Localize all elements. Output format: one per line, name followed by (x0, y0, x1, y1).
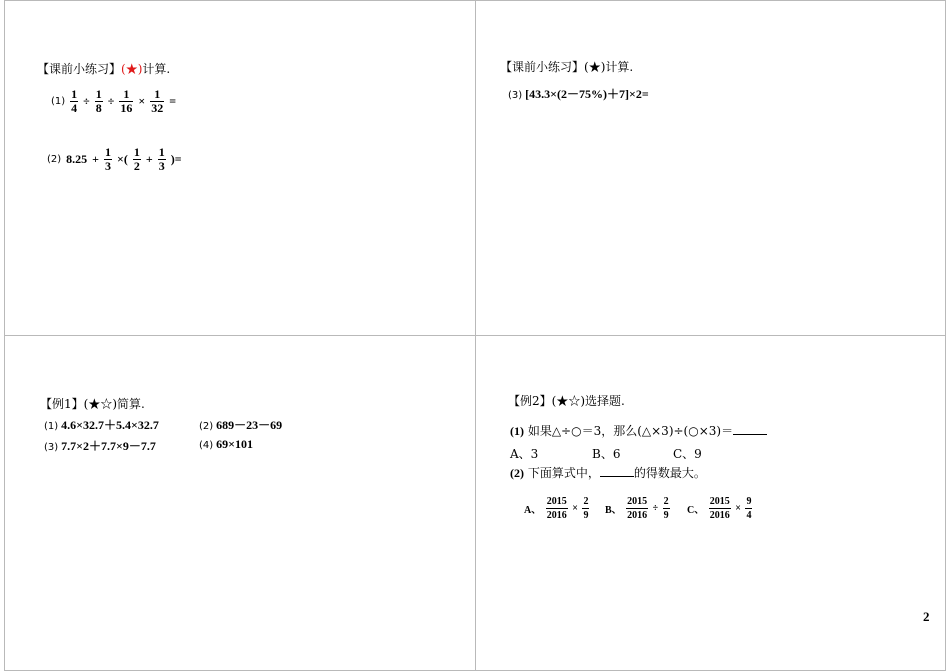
heading-instruction: 计算. (142, 62, 171, 76)
question-text: 的得数最大。 (633, 466, 706, 480)
heading-label: 【课前小练习】 (37, 62, 122, 76)
q1-problem-1 (50, 88, 177, 115)
q1-problem-2 (46, 146, 183, 173)
fraction: $\frac{1}{2}$ (133, 145, 140, 173)
expression: 4.6×32.7＋5.4×32.7 (61, 418, 159, 432)
difficulty-stars: (★☆) (83, 397, 118, 411)
heading-instruction: 简算. (117, 397, 145, 411)
heading-label: 【例1】 (40, 397, 84, 411)
problem-number: (3) (44, 442, 59, 453)
q4-choice-b (592, 445, 620, 462)
choice-a: A、3 (510, 447, 539, 461)
q3-problem-3 (44, 437, 156, 454)
fraction: $\frac{1}{3}$ (158, 145, 165, 173)
q4-option-b (604, 495, 671, 522)
problem-number: (3) (508, 90, 523, 101)
q4-problem-1 (510, 422, 767, 439)
page-number: 2 (923, 609, 930, 624)
q4-option-a (523, 495, 590, 522)
heading-label: 【例2】 (508, 394, 552, 408)
difficulty-stars: (★☆) (551, 394, 586, 408)
operator: × (138, 94, 146, 108)
operator: ÷ (83, 94, 90, 108)
answer-blank (733, 423, 767, 435)
answer-blank (600, 465, 634, 477)
choice-c: C、9 (673, 447, 702, 461)
option-label: B、 (605, 505, 622, 516)
choice-b: B、6 (592, 447, 621, 461)
option-label: C、 (687, 505, 705, 516)
q1-heading (37, 62, 170, 76)
problem-number: (2) (199, 421, 214, 432)
panel-bottom-left (4, 335, 476, 671)
q4-choice-c (673, 445, 702, 462)
q3-heading (40, 397, 145, 411)
operator: × (572, 503, 578, 514)
fraction: $\frac{1}{8}$ (95, 87, 102, 115)
q4-choice-a (510, 445, 538, 462)
fraction: $\frac{2015}{2016}$ (627, 496, 648, 521)
q4-heading (508, 394, 625, 408)
q3-problem-1 (44, 416, 159, 433)
q3-problem-4 (199, 437, 253, 452)
q4-problem-2 (510, 464, 706, 481)
problem-number: (4) (199, 440, 214, 451)
fraction: $\frac{2}{9}$ (663, 496, 669, 521)
expression: 7.7×2＋7.7×9－7.7 (61, 439, 156, 453)
fraction: $\frac{1}{32}$ (151, 87, 164, 115)
problem-number: (2) (510, 466, 524, 480)
operator: + (145, 152, 153, 166)
fraction: $\frac{2015}{2016}$ (709, 496, 730, 521)
fraction: $\frac{1}{16}$ (120, 87, 133, 115)
q2-heading (500, 60, 633, 74)
q3-problem-2 (199, 416, 282, 433)
q4-option-c (686, 495, 753, 522)
question-text: 下面算式中， (527, 466, 600, 480)
heading-instruction: 计算. (605, 60, 634, 74)
expression: 689－23－69 (216, 418, 283, 432)
option-label: A、 (524, 505, 542, 516)
fraction: $\frac{2015}{2016}$ (546, 496, 567, 521)
operator: ×( (117, 152, 128, 166)
operator: )= (170, 152, 182, 166)
problem-number: (2) (47, 154, 62, 165)
heading-instruction: 选择题. (585, 394, 625, 408)
difficulty-stars: (★) (121, 62, 143, 76)
operator: ÷ (107, 94, 115, 108)
fraction: $\frac{1}{4}$ (71, 87, 78, 115)
fraction: $\frac{9}{4}$ (746, 496, 752, 521)
problem-number: (1) (51, 96, 66, 107)
problem-number: (1) (510, 424, 524, 438)
operator: + (92, 152, 100, 166)
expression: 69×101 (216, 437, 254, 451)
panel-top-right (475, 0, 946, 336)
operator: ÷ (652, 503, 659, 514)
q2-problem-3 (508, 85, 649, 102)
equals-sign: = (169, 94, 177, 108)
heading-label: 【课前小练习】 (500, 60, 585, 74)
operator: × (735, 503, 741, 514)
problem-number: (1) (44, 421, 59, 432)
difficulty-stars: (★) (584, 60, 606, 74)
fraction: $\frac{1}{3}$ (105, 145, 112, 173)
number: 8.25 (66, 152, 88, 166)
expression: [43.3×(2－75%)＋7]×2= (525, 87, 649, 101)
fraction: $\frac{2}{9}$ (583, 496, 589, 521)
question-text: 如果△÷○＝3，那么(△×3)÷(○×3)＝ (527, 424, 734, 438)
